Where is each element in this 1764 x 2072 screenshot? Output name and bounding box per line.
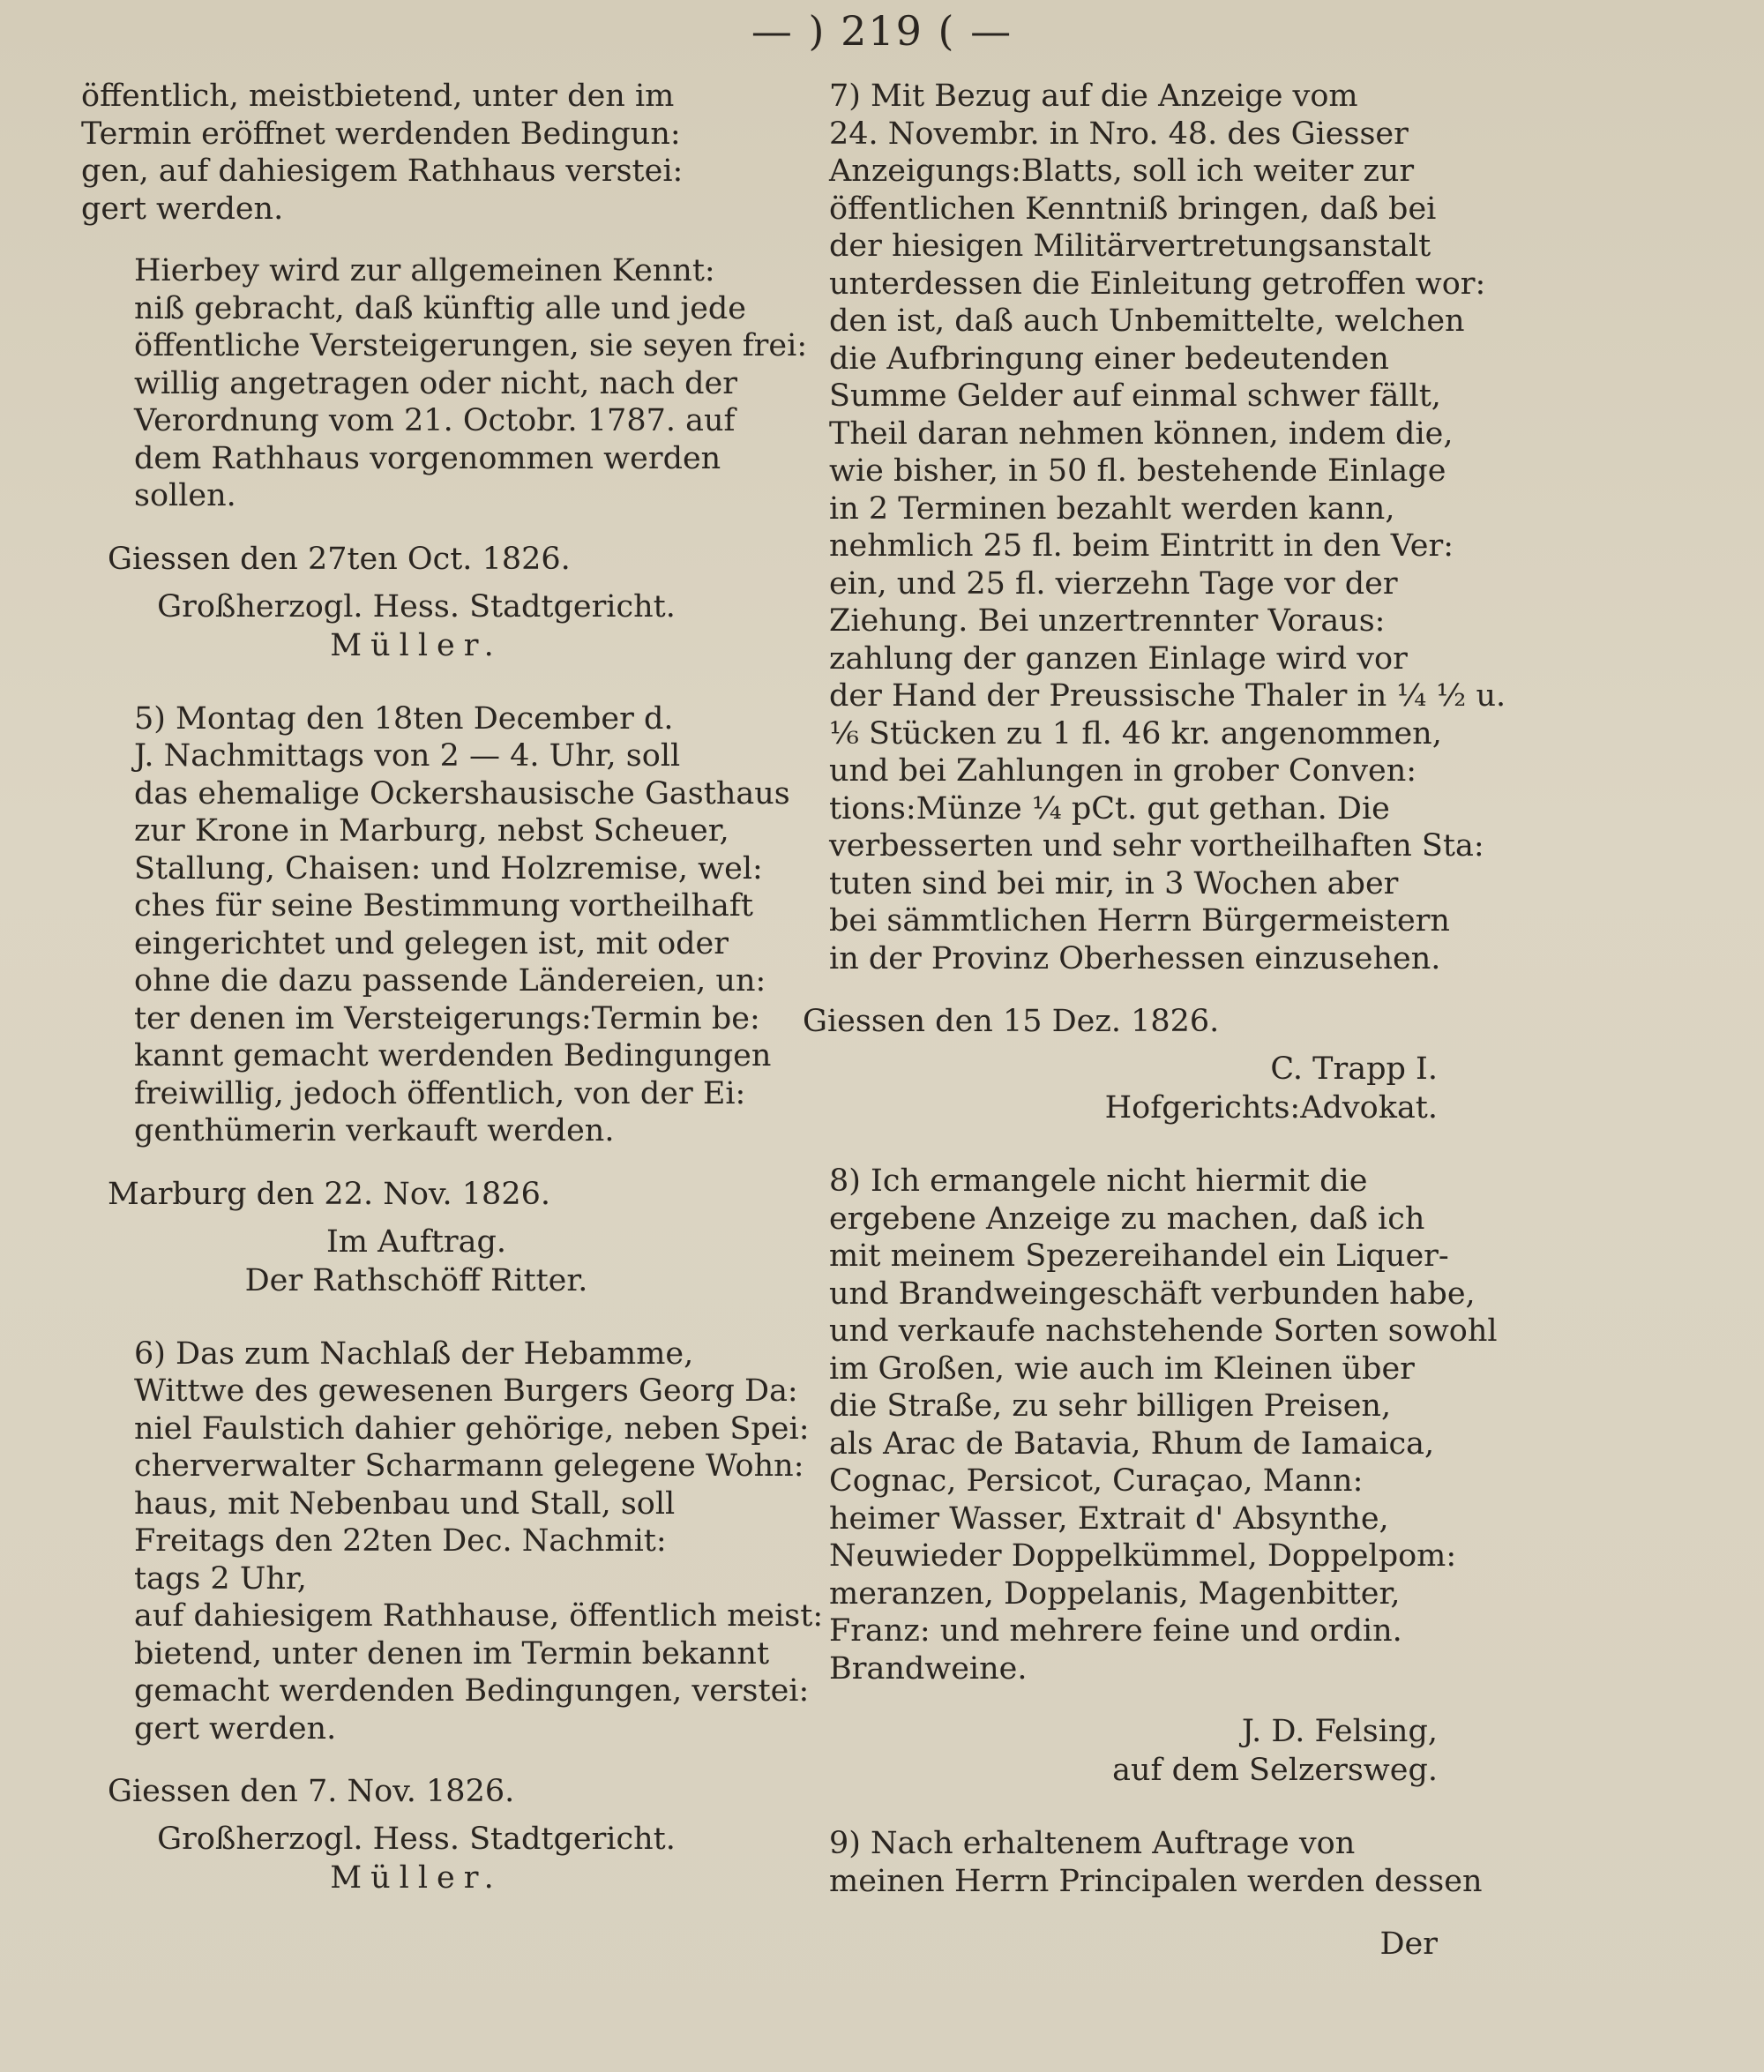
text-line: willig angetragen oder nicht, nach der bbox=[134, 365, 738, 401]
text-line: Franz: und mehrere feine und ordin. bbox=[829, 1613, 1402, 1649]
text-line: meinen Herrn Principalen werden dessen bbox=[829, 1863, 1483, 1899]
text-line: 24. Novembr. in Nro. 48. des Giesser bbox=[829, 116, 1409, 152]
text-line: in 2 Terminen bezahlt werden kann, bbox=[829, 490, 1395, 527]
text-line: auf dahiesigem Rathhause, öffentlich meist: bbox=[134, 1598, 824, 1634]
left-column bbox=[81, 78, 824, 1897]
text-line: tags 2 Uhr, bbox=[134, 1560, 307, 1597]
notice-5-commission: Im Auftrag. bbox=[325, 1223, 507, 1260]
text-line: freiwillig, jedoch öffentlich, von der Ei: bbox=[134, 1075, 746, 1111]
text-line: Cognac, Persicot, Curaçao, Mann: bbox=[829, 1463, 1364, 1499]
text-line: J. Nachmittags von 2 — 4. Uhr, soll bbox=[134, 738, 681, 774]
text-line: in der Provinz Oberhessen einzusehen. bbox=[829, 940, 1441, 976]
text-line: Summe Gelder auf einmal schwer fällt, bbox=[829, 378, 1441, 414]
notice-5-date: Marburg den 22. Nov. 1826. bbox=[108, 1176, 550, 1212]
text-line: Neuwieder Doppelkümmel, Doppelpom: bbox=[829, 1538, 1457, 1574]
text-line: mit meinem Spezereihandel ein Liquer- bbox=[829, 1238, 1449, 1274]
text-line: und Brandweingeschäft verbunden habe, bbox=[829, 1275, 1476, 1312]
text-line: der hiesigen Militärvertretungsanstalt bbox=[829, 228, 1431, 264]
notice-8-signature: J. D. Felsing, bbox=[1241, 1714, 1438, 1749]
text-line: 7) Mit Bezug auf die Anzeige vom bbox=[829, 79, 1358, 114]
text-line: die Straße, zu sehr billigen Preisen, bbox=[829, 1388, 1392, 1424]
text-line: im Großen, wie auch im Kleinen über bbox=[829, 1350, 1415, 1387]
text-line: öffentliche Versteigerungen, sie seyen frei: bbox=[134, 328, 808, 363]
text-line: gert werden. bbox=[134, 1710, 337, 1747]
text-line: Brandweine. bbox=[829, 1650, 1028, 1687]
text-line: gen, auf dahiesigem Rathhaus verstei: bbox=[81, 153, 684, 189]
text-line: 6) Das zum Nachlaß der Hebamme, bbox=[134, 1335, 694, 1372]
notice-5 bbox=[81, 700, 790, 1150]
text-line: niel Faulstich dahier gehörige, neben Spei: bbox=[134, 1410, 810, 1447]
text-line: das ehemalige Ockershausische Gasthaus bbox=[134, 775, 790, 812]
notice-7-signature: C. Trapp I. bbox=[1270, 1051, 1438, 1087]
text-line: kannt gemacht werdenden Bedingungen bbox=[134, 1038, 772, 1073]
text-line: ein, und 25 fl. vierzehn Tage vor der bbox=[829, 565, 1398, 602]
text-line: Freitags den 22ten Dec. Nachmit: bbox=[134, 1523, 667, 1559]
text-line: den ist, daß auch Unbemittelte, welchen bbox=[829, 303, 1465, 339]
text-line: unterdessen die Einleitung getroffen wor: bbox=[829, 266, 1486, 302]
text-line: nehmlich 25 fl. beim Eintritt in den Ver: bbox=[829, 528, 1454, 564]
text-line: heimer Wasser, Extrait d' Absynthe, bbox=[829, 1500, 1389, 1537]
text-line: ches für seine Bestimmung vortheilhaft bbox=[134, 888, 753, 924]
text-line: 9) Nach erhaltenem Auftrage von bbox=[829, 1826, 1356, 1861]
text-line: ohne die dazu passende Ländereien, un: bbox=[134, 963, 766, 999]
notice-6-date: Giessen den 7. Nov. 1826. bbox=[108, 1774, 515, 1809]
text-line: der Hand der Preussische Thaler in ¼ ½ u. bbox=[829, 678, 1506, 714]
notice-7-date: Giessen den 15 Dez. 1826. bbox=[803, 1004, 1220, 1039]
notice-7 bbox=[776, 78, 1506, 977]
text-line: öffentlich, meistbietend, unter den im bbox=[81, 79, 675, 114]
right-column bbox=[776, 78, 1506, 1964]
text-line: genthümerin verkauft werden. bbox=[134, 1113, 615, 1148]
notice-4-date: Giessen den 27ten Oct. 1826. bbox=[108, 541, 571, 577]
notice-4-addendum bbox=[81, 252, 808, 515]
text-line: zahlung der ganzen Einlage wird vor bbox=[829, 640, 1408, 677]
text-line: sollen. bbox=[134, 478, 236, 513]
notice-5-signature: Der Rathschöff Ritter. bbox=[244, 1262, 588, 1298]
text-line: eingerichtet und gelegen ist, mit oder bbox=[134, 925, 729, 961]
notice-8 bbox=[776, 1163, 1498, 1687]
notice-4-continuation bbox=[81, 78, 751, 228]
catchword: Der bbox=[1379, 1926, 1438, 1962]
text-line: verbesserten und sehr vortheilhaften Sta: bbox=[829, 828, 1484, 864]
text-line: ⅙ Stücken zu 1 fl. 46 kr. angenommen, bbox=[829, 715, 1442, 752]
text-line: Stallung, Chaisen: und Holzremise, wel: bbox=[134, 850, 763, 886]
text-line: haus, mit Nebenbau und Stall, soll bbox=[134, 1485, 676, 1522]
text-line: bei sämmtlichen Herrn Bürgermeistern bbox=[829, 903, 1450, 939]
text-line: und bei Zahlungen in grober Conven: bbox=[829, 753, 1417, 789]
text-line: wie bisher, in 50 fl. bestehende Einlage bbox=[829, 453, 1446, 489]
notice-6-authority: Großherzogl. Hess. Stadtgericht. bbox=[157, 1821, 676, 1857]
text-line: niß gebracht, daß künftig alle und jede bbox=[134, 290, 747, 326]
text-line: Theil daran nehmen können, indem die, bbox=[829, 415, 1454, 452]
text-line: als Arac de Batavia, Rhum de Iamaica, bbox=[829, 1425, 1435, 1462]
notice-8-address: auf dem Selzersweg. bbox=[1112, 1753, 1438, 1788]
notice-9 bbox=[776, 1825, 1483, 1900]
text-line: gert werden. bbox=[81, 191, 284, 227]
text-line: Verordnung vom 21. Octobr. 1787. auf bbox=[134, 403, 736, 438]
notice-4-authority: Großherzogl. Hess. Stadtgericht. bbox=[157, 588, 676, 625]
notice-4-signature: Müller. bbox=[330, 627, 503, 663]
text-line: die Aufbringung einer bedeutenden bbox=[829, 340, 1389, 377]
text-line: ter denen im Versteigerungs:Termin be: bbox=[134, 1000, 760, 1036]
text-line: meranzen, Doppelanis, Magenbitter, bbox=[829, 1575, 1401, 1612]
page-number: — ) 219 ( — bbox=[751, 7, 1013, 55]
text-line: Wittwe des gewesenen Burgers Georg Da: bbox=[134, 1373, 798, 1409]
text-line: dem Rathhaus vorgenommen werden bbox=[134, 440, 721, 476]
text-line: tuten sind bei mir, in 3 Wochen aber bbox=[829, 865, 1399, 901]
text-line: öffentlichen Kenntniß bringen, daß bei bbox=[829, 191, 1437, 227]
notice-7-title: Hofgerichts:Advokat. bbox=[1104, 1090, 1438, 1126]
text-line: Hierbey wird zur allgemeinen Kennt: bbox=[134, 253, 715, 288]
notice-6 bbox=[81, 1335, 824, 1748]
text-line: gemacht werdenden Bedingungen, verstei: bbox=[134, 1673, 810, 1709]
text-line: ergebene Anzeige zu machen, daß ich bbox=[829, 1201, 1425, 1237]
text-line: 8) Ich ermangele nicht hiermit die bbox=[829, 1163, 1368, 1199]
text-line: bietend, unter denen im Termin bekannt bbox=[134, 1635, 770, 1672]
text-line: cherverwalter Scharmann gelegene Wohn: bbox=[134, 1448, 804, 1484]
notice-6-signature: Müller. bbox=[330, 1860, 503, 1896]
text-line: tions:Münze ¼ pCt. gut gethan. Die bbox=[829, 790, 1390, 827]
text-line: und verkaufe nachstehende Sorten sowohl bbox=[829, 1313, 1498, 1349]
text-line: Ziehung. Bei unzertrennter Voraus: bbox=[829, 603, 1386, 639]
text-line: 5) Montag den 18ten December d. bbox=[134, 700, 674, 737]
text-line: Termin eröffnet werdenden Bedingun: bbox=[81, 116, 681, 152]
text-line: zur Krone in Marburg, nebst Scheuer, bbox=[134, 813, 729, 849]
text-line: Anzeigungs:Blatts, soll ich weiter zur bbox=[829, 153, 1415, 189]
